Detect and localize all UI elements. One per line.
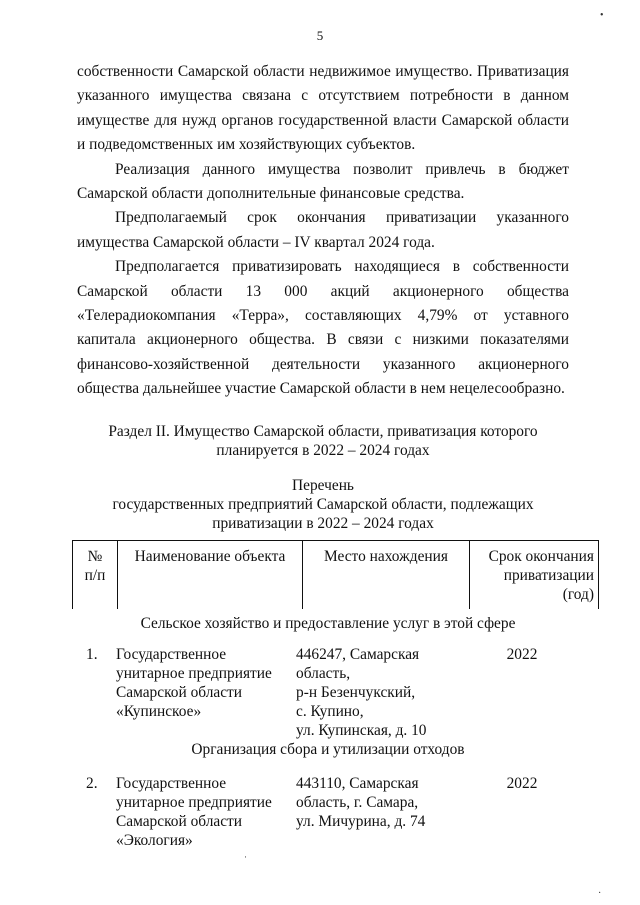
row-term: 2022 [506, 646, 538, 663]
row-location-line: 443110, Самарская [296, 775, 419, 792]
header-term-line-1: Срок окончания [488, 548, 594, 565]
row-name-line: Самарской области [116, 684, 243, 701]
group-title-agriculture: Сельское хозяйство и предоставление услуг в этой сфере [140, 615, 516, 632]
scan-speck: · [598, 888, 602, 899]
row-name [116, 774, 296, 850]
scan-speck: · [244, 852, 247, 862]
row-location-line: 446247, Самарская [296, 646, 420, 663]
row-name-line: унитарное предприятие [116, 794, 272, 811]
row-name [116, 645, 296, 721]
header-num-line-2: п/п [84, 567, 106, 584]
row-term: 2022 [506, 775, 538, 792]
row-location [296, 645, 476, 740]
row-name-line: Государственное [116, 775, 227, 792]
body-text [77, 60, 569, 402]
row-name-line: «Купинское» [116, 703, 202, 720]
list-title [77, 476, 569, 533]
row-location-line: р-н Безенчукский, [296, 684, 416, 701]
row-num: 2. [86, 775, 98, 792]
row-location [296, 774, 476, 831]
row-location-line: с. Купино, [296, 703, 364, 720]
paragraph-3: Предполагаемый срок окончания приватизации указанного имущества Самарской области – IV квартал 2024 года. [77, 209, 569, 251]
row-name-line: унитарное предприятие [116, 665, 272, 682]
section-title [77, 422, 569, 460]
scan-speck: • [600, 10, 604, 21]
enterprises-table [72, 540, 594, 609]
header-term-line-2: приватизации [503, 567, 594, 584]
header-name: Наименование объекта [118, 541, 303, 610]
list-title-line-3: приватизации в 2022 – 2024 годах [212, 515, 434, 532]
row-name-line: Самарской области [116, 813, 243, 830]
section-title-line-2: планируется в 2022 – 2024 годах [216, 442, 430, 459]
row-location-line: ул. Мичурина, д. 74 [296, 813, 426, 830]
row-location-line: область, г. Самара, [296, 794, 419, 811]
row-name-line: Государственное [116, 646, 227, 663]
list-title-line-1: Перечень [292, 477, 354, 494]
row-location-line: ул. Купинская, д. 10 [296, 722, 427, 739]
row-location-line: область, [296, 665, 351, 682]
header-term [470, 541, 599, 610]
list-title-line-2: государственных предприятий Самарской области, подлежащих [112, 496, 534, 513]
header-num [73, 541, 118, 610]
group-title-waste: Организация сбора и утилизации отходов [191, 741, 465, 758]
paragraph-4: Предполагается приватизировать находящиеся в собственности Самарской области 13 000 акций акционерного общества «Телерадиокомпания «Терра», составляющих 4,79% от уставного капитала акционерного общества. В связи с низкими показателями финансово-хозяйственной деятельности указанного акционерного общества дальнейшее участие Самарской области в нем нецелесообразно. [77, 258, 569, 398]
paragraph-2: Реализация данного имущества позволит привлечь в бюджет Самарской области дополнительные финансовые средства. [77, 160, 569, 203]
section-title-line-1: Раздел II. Имущество Самарской области, приватизация которого [108, 423, 538, 440]
paragraph-1: собственности Самарской области недвижимое имущество. Приватизация указанного имущества связана с отсутствием потребности в данном имуществе для нужд органов государственной власти Самарской области и подведомственных им хозяйствующих субъектов. [77, 63, 569, 154]
page-number: 5 [316, 28, 324, 43]
header-term-line-3: (год) [562, 586, 594, 603]
row-num: 1. [86, 646, 98, 663]
row-name-line: «Экология» [116, 832, 193, 849]
header-location: Место нахождения [303, 541, 470, 610]
header-num-line-1: № [87, 548, 103, 565]
table-header-row [73, 541, 599, 610]
table-header [72, 540, 599, 609]
